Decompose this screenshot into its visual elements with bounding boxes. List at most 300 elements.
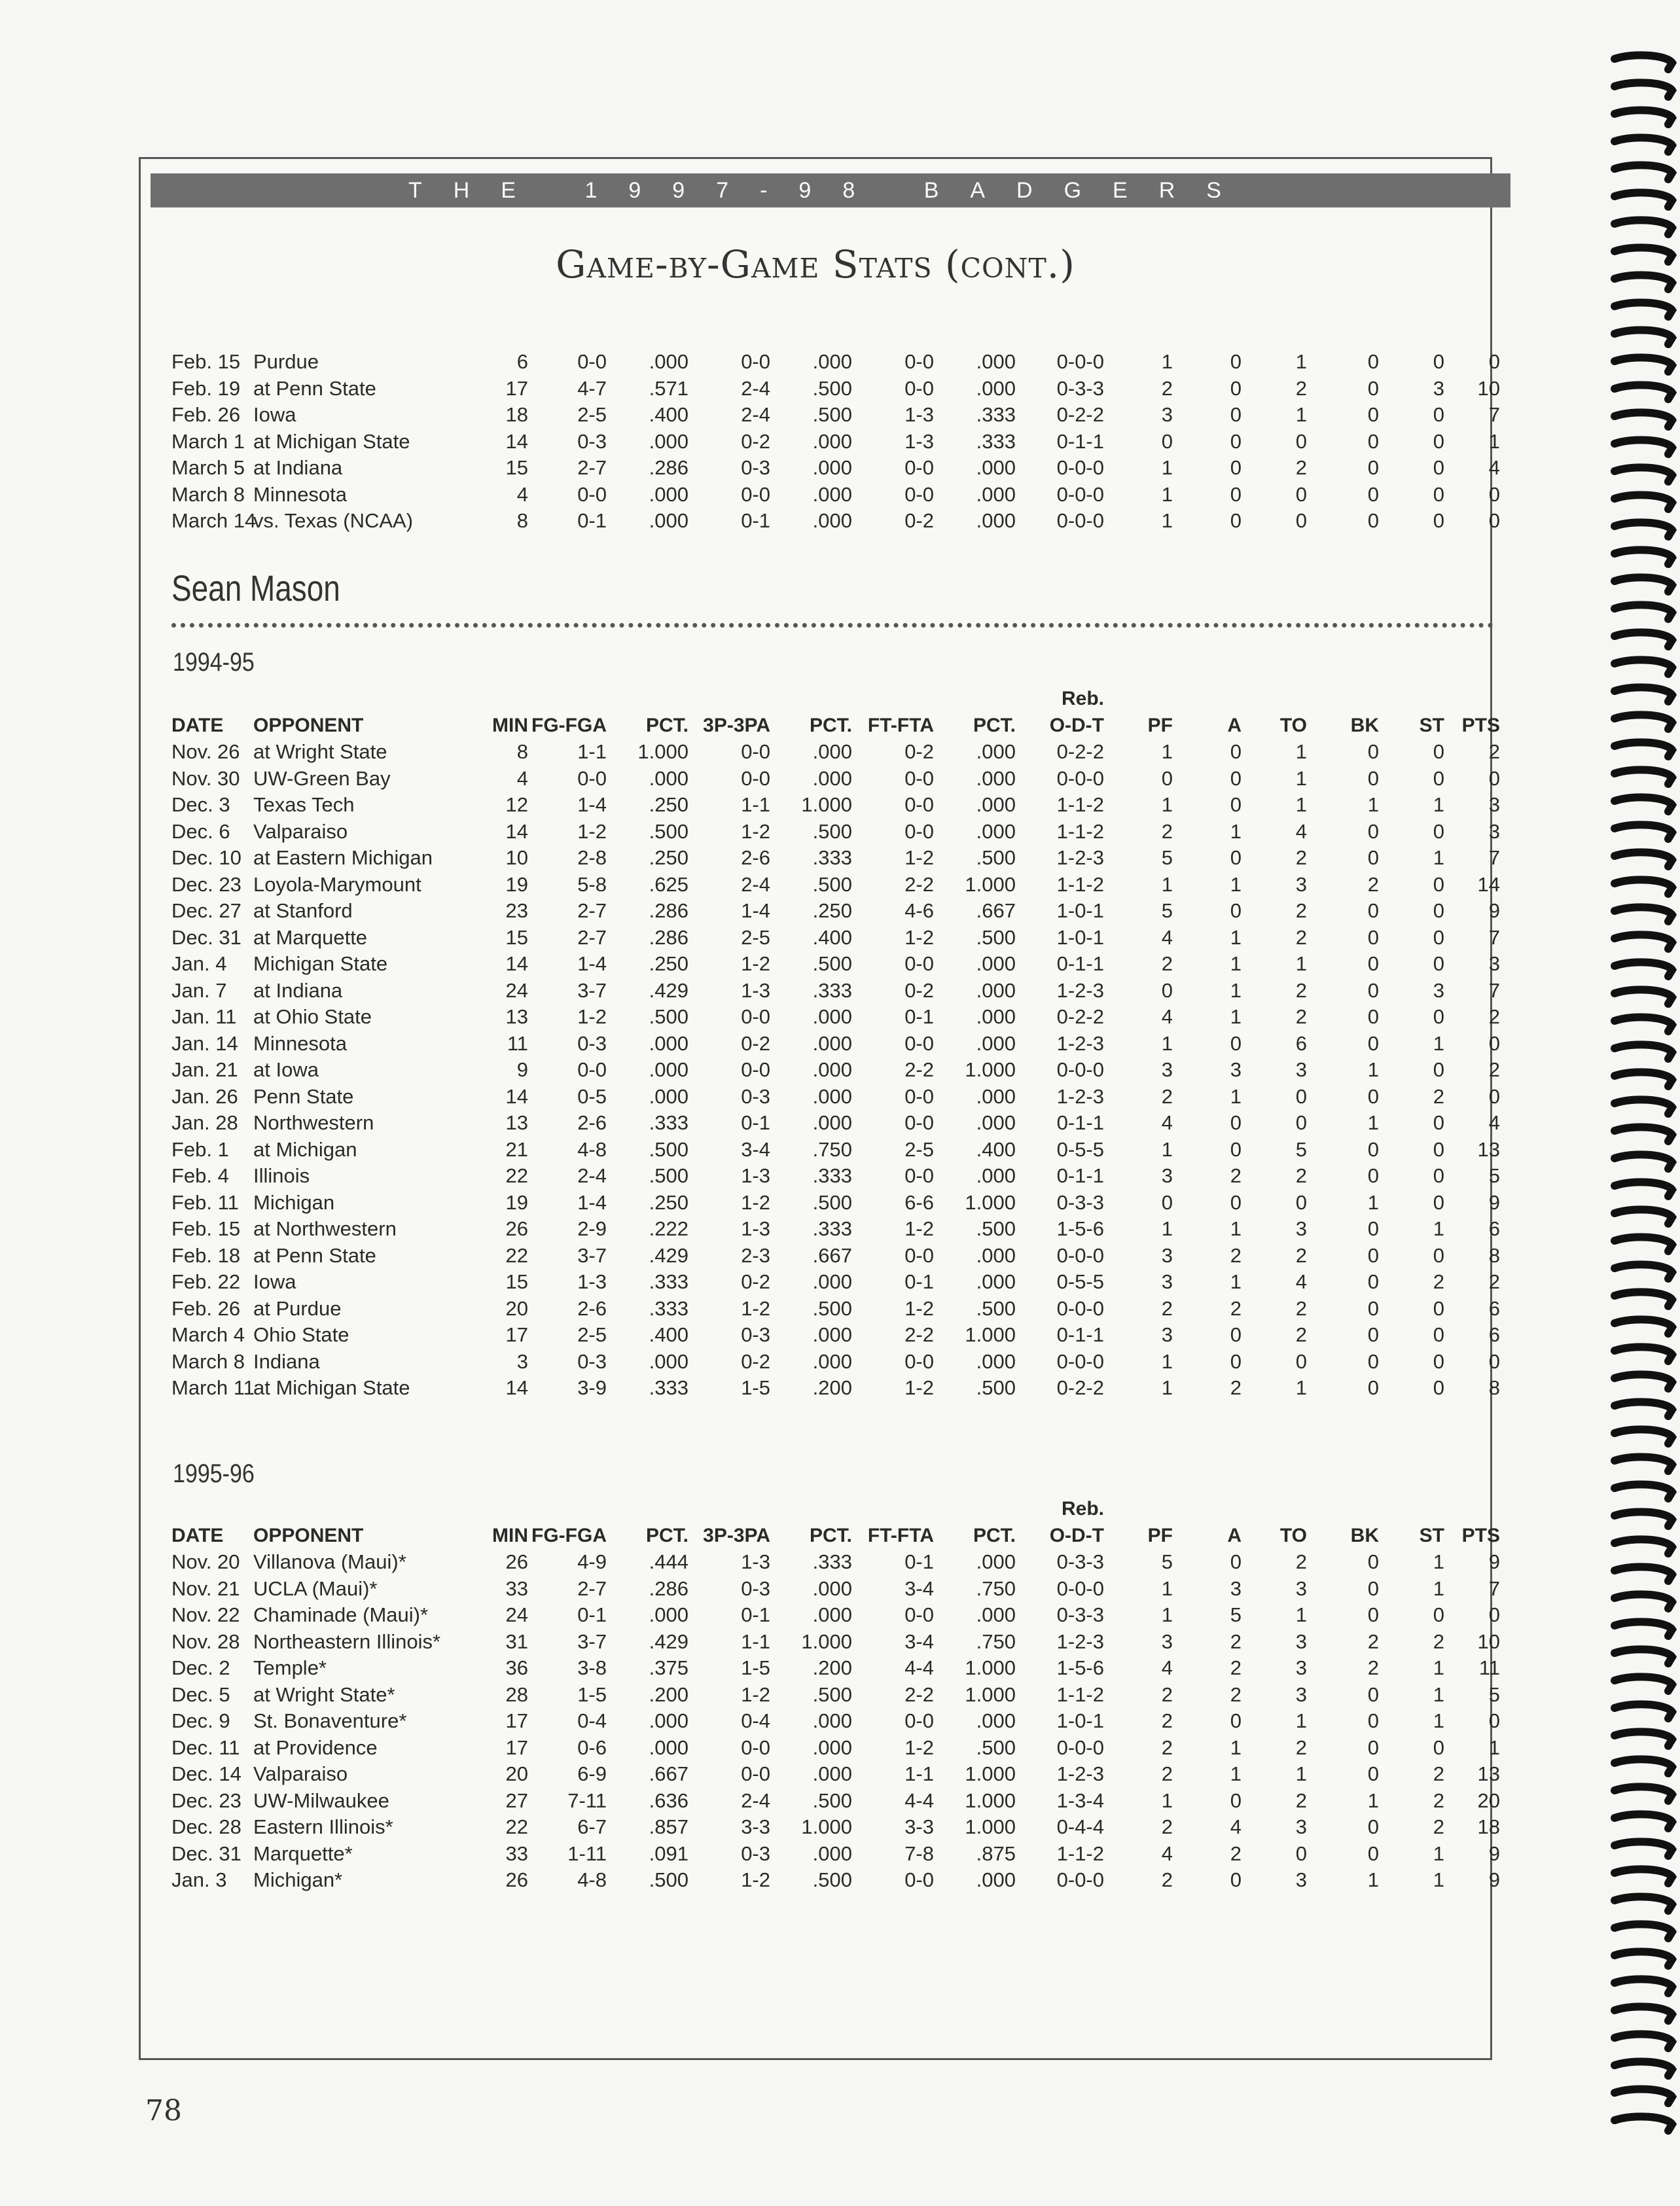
cell-fg-fga: 1-1 <box>577 740 607 763</box>
cell-ft-pct: .000 <box>976 1603 1016 1626</box>
cell-st: 0 <box>1433 1323 1444 1346</box>
spiral-coil <box>1615 632 1672 647</box>
cell-date: March 11 <box>171 1376 255 1399</box>
table-row <box>171 1004 1500 1031</box>
cell-pf: 2 <box>1161 376 1173 400</box>
table-row <box>171 1110 1500 1137</box>
table-row <box>171 1163 1500 1190</box>
cell-min: 14 <box>505 952 528 975</box>
cell-date: Feb. 22 <box>171 1270 241 1293</box>
spiral-coil <box>1615 1292 1672 1306</box>
cell-bk: 2 <box>1367 1656 1379 1679</box>
cell-a: 0 <box>1230 1349 1242 1373</box>
cell-opponent: Michigan* <box>253 1868 343 1891</box>
cell-ft-fta: 4-4 <box>904 1656 934 1679</box>
header-date: DATE <box>171 1524 224 1546</box>
cell-min: 33 <box>505 1841 528 1865</box>
spiral-coil <box>1615 1209 1672 1224</box>
cell-fg-fga: 1-3 <box>577 1270 607 1293</box>
cell-st: 1 <box>1433 1868 1444 1891</box>
cell-min: 21 <box>505 1137 528 1161</box>
cell-fg-pct: .000 <box>649 766 688 790</box>
cell-ft-pct: .400 <box>976 1137 1016 1161</box>
cell-opponent: at Michigan State <box>253 1376 410 1399</box>
cell-pts: 6 <box>1488 1296 1500 1320</box>
cell-ft-pct: .000 <box>976 1111 1016 1134</box>
cell-to: 2 <box>1295 1735 1307 1759</box>
cell-date: Dec. 10 <box>171 846 241 869</box>
cell-reb-odt: 1-2-3 <box>1056 978 1104 1002</box>
cell-fg-pct: .333 <box>649 1376 688 1399</box>
cell-3p-3pa: 0-0 <box>741 1762 770 1785</box>
cell-date: March 4 <box>171 1323 245 1346</box>
cell-to: 1 <box>1295 952 1307 975</box>
cell-ft-fta: 3-3 <box>904 1815 934 1838</box>
cell-fg-pct: 1.000 <box>637 740 688 763</box>
table-row <box>171 402 1500 429</box>
cell-pf: 4 <box>1161 1656 1173 1679</box>
cell-pf: 0 <box>1161 766 1173 790</box>
spiral-coil <box>1615 2034 1672 2048</box>
season-label-1: 1994-95 <box>173 648 255 677</box>
cell-reb-odt: 1-2-3 <box>1056 1762 1104 1785</box>
cell-reb-odt: 0-0-0 <box>1056 1868 1104 1891</box>
cell-3p-pct: .500 <box>812 952 852 975</box>
cell-date: Jan. 7 <box>171 978 227 1002</box>
cell-to: 0 <box>1295 1111 1307 1134</box>
cell-min: 17 <box>505 1323 528 1346</box>
cell-ft-pct: 1.000 <box>965 1058 1016 1081</box>
cell-ft-fta: 7-8 <box>904 1841 934 1865</box>
spiral-coil <box>1615 1732 1672 1746</box>
cell-ft-pct: .000 <box>976 766 1016 790</box>
cell-opponent: Temple* <box>253 1656 327 1679</box>
cell-fg-fga: 0-1 <box>577 1603 607 1626</box>
cell-bk: 0 <box>1367 1031 1379 1055</box>
cell-pts: 9 <box>1488 1190 1500 1214</box>
cell-min: 19 <box>505 872 528 896</box>
cell-st: 0 <box>1433 872 1444 896</box>
spiral-coil <box>1615 165 1672 179</box>
cell-3p-pct: .000 <box>812 1323 852 1346</box>
cell-min: 20 <box>505 1762 528 1785</box>
cell-pf: 3 <box>1161 1323 1173 1346</box>
cell-fg-fga: 3-7 <box>577 978 607 1002</box>
season-1-table <box>171 686 1500 1402</box>
cell-pts: 8 <box>1488 1376 1500 1399</box>
cell-date: Feb. 4 <box>171 1164 229 1187</box>
cell-st: 0 <box>1433 1349 1444 1373</box>
cell-date: Feb. 1 <box>171 1137 229 1161</box>
cell-3p-pct: .000 <box>812 1576 852 1600</box>
header-a: A <box>1227 1524 1242 1546</box>
cell-st: 1 <box>1433 1031 1444 1055</box>
cell-bk: 0 <box>1367 952 1379 975</box>
spiral-coil <box>1615 1704 1672 1718</box>
cell-min: 19 <box>505 1190 528 1214</box>
cell-ft-fta: 2-2 <box>904 1058 934 1081</box>
cell-ft-fta: 0-0 <box>904 1349 934 1373</box>
table-row <box>171 766 1500 792</box>
spiral-coil <box>1615 989 1672 1004</box>
cell-fg-pct: .250 <box>649 793 688 816</box>
cell-ft-pct: .000 <box>976 1868 1016 1891</box>
spiral-coil <box>1615 412 1672 427</box>
cell-pf: 1 <box>1161 872 1173 896</box>
cell-fg-fga: 1-4 <box>577 952 607 975</box>
cell-bk: 0 <box>1367 1296 1379 1320</box>
cell-a: 0 <box>1230 1868 1242 1891</box>
cell-st: 0 <box>1433 1111 1444 1134</box>
cell-min: 17 <box>505 1735 528 1759</box>
cell-bk: 0 <box>1367 1735 1379 1759</box>
cell-fg-fga: 0-0 <box>577 1058 607 1081</box>
cell-st: 0 <box>1433 1243 1444 1267</box>
cell-bk: 0 <box>1367 1137 1379 1161</box>
cell-fg-pct: .636 <box>649 1788 688 1812</box>
cell-opponent: Iowa <box>253 1270 296 1293</box>
cell-fg-fga: 2-7 <box>577 456 607 479</box>
cell-ft-pct: .000 <box>976 482 1016 506</box>
cell-a: 0 <box>1230 1190 1242 1214</box>
cell-3p-pct: .500 <box>812 1868 852 1891</box>
cell-3p-pct: .000 <box>812 1005 852 1028</box>
cell-fg-pct: .200 <box>649 1682 688 1706</box>
cell-date: Jan. 4 <box>171 952 227 975</box>
cell-bk: 0 <box>1367 1709 1379 1732</box>
cell-3p-pct: .000 <box>812 456 852 479</box>
cell-reb-odt: 0-0-0 <box>1056 350 1104 373</box>
cell-a: 1 <box>1230 1005 1242 1028</box>
spiral-coil <box>1615 302 1672 317</box>
cell-3p-pct: .000 <box>812 1709 852 1732</box>
cell-fg-fga: 1-2 <box>577 819 607 843</box>
spiral-coil <box>1615 82 1672 97</box>
cell-fg-pct: .500 <box>649 1164 688 1187</box>
cell-3p-pct: .333 <box>812 1217 852 1240</box>
cell-date: Feb. 18 <box>171 1243 241 1267</box>
cell-fg-fga: 0-4 <box>577 1709 607 1732</box>
cell-min: 17 <box>505 1709 528 1732</box>
cell-reb-odt: 1-0-1 <box>1056 899 1104 922</box>
cell-min: 17 <box>505 376 528 400</box>
cell-bk: 0 <box>1367 899 1379 922</box>
cell-pf: 5 <box>1161 899 1173 922</box>
cell-fg-fga: 2-8 <box>577 846 607 869</box>
header-3p-pct: PCT. <box>809 714 852 736</box>
cell-a: 1 <box>1230 1217 1242 1240</box>
cell-pts: 9 <box>1488 899 1500 922</box>
cell-pts: 0 <box>1488 482 1500 506</box>
header-spacer <box>253 686 479 713</box>
cell-date: March 1 <box>171 429 245 453</box>
cell-bk: 1 <box>1367 1868 1379 1891</box>
cell-ft-fta: 4-4 <box>904 1788 934 1812</box>
cell-a: 2 <box>1230 1629 1242 1653</box>
cell-a: 0 <box>1230 1137 1242 1161</box>
table-row <box>171 898 1500 925</box>
cell-to: 0 <box>1295 509 1307 532</box>
cell-min: 22 <box>505 1815 528 1838</box>
cell-ft-pct: .000 <box>976 952 1016 975</box>
cell-ft-pct: .000 <box>976 1550 1016 1573</box>
cell-bk: 0 <box>1367 1164 1379 1187</box>
spiral-coil <box>1615 1924 1672 1938</box>
header-spacer <box>1307 686 1379 713</box>
cell-min: 23 <box>505 899 528 922</box>
cell-3p-pct: .000 <box>812 1349 852 1373</box>
table-row <box>171 1708 1500 1735</box>
cell-3p-3pa: 0-0 <box>741 766 770 790</box>
cell-to: 1 <box>1295 766 1307 790</box>
cell-ft-fta: 0-0 <box>904 376 934 400</box>
cell-3p-pct: 1.000 <box>801 793 852 816</box>
header-reb: Reb. <box>1061 1498 1104 1520</box>
cell-bk: 0 <box>1367 978 1379 1002</box>
cell-3p-3pa: 1-2 <box>741 1868 770 1891</box>
cell-3p-3pa: 0-3 <box>741 1841 770 1865</box>
cell-st: 0 <box>1433 1735 1444 1759</box>
cell-opponent: at Wright State* <box>253 1682 395 1706</box>
cell-fg-pct: .000 <box>649 1058 688 1081</box>
cell-to: 2 <box>1295 1005 1307 1028</box>
header-3p-3pa: 3P-3PA <box>703 1524 770 1546</box>
cell-3p-pct: .000 <box>812 1603 852 1626</box>
cell-3p-3pa: 0-0 <box>741 1005 770 1028</box>
cell-min: 36 <box>505 1656 528 1679</box>
cell-fg-pct: .400 <box>649 403 688 426</box>
cell-opponent: at Michigan State <box>253 429 410 453</box>
table-row <box>171 1655 1500 1682</box>
cell-opponent: at Penn State <box>253 1243 376 1267</box>
spiral-coil <box>1615 1237 1672 1251</box>
cell-opponent: Texas Tech <box>253 793 355 816</box>
header-reb-odt: O-D-T <box>1049 1524 1104 1546</box>
cell-3p-3pa: 0-0 <box>741 1058 770 1081</box>
cell-3p-pct: 1.000 <box>801 1629 852 1653</box>
cell-ft-fta: 0-1 <box>904 1005 934 1028</box>
cell-fg-pct: .000 <box>649 1084 688 1108</box>
spiral-coil <box>1615 357 1672 372</box>
cell-st: 0 <box>1433 350 1444 373</box>
cell-date: March 5 <box>171 456 245 479</box>
cell-3p-pct: .000 <box>812 1762 852 1785</box>
header-spacer <box>171 1496 253 1523</box>
cell-3p-3pa: 0-0 <box>741 350 770 373</box>
cell-opponent: at Providence <box>253 1735 378 1759</box>
cell-st: 1 <box>1433 1682 1444 1706</box>
spiral-coil <box>1615 1319 1672 1334</box>
header-spacer <box>1379 686 1444 713</box>
cell-reb-odt: 1-1-2 <box>1056 872 1104 896</box>
spiral-coil <box>1615 605 1672 619</box>
cell-to: 0 <box>1295 429 1307 453</box>
season-label-2: 1995-96 <box>173 1459 255 1488</box>
spiral-coil <box>1615 1622 1672 1636</box>
spiral-coil <box>1615 1154 1672 1169</box>
cell-bk: 0 <box>1367 819 1379 843</box>
cell-ft-fta: 0-0 <box>904 952 934 975</box>
cell-pts: 0 <box>1488 509 1500 532</box>
cell-pf: 3 <box>1161 1058 1173 1081</box>
cell-st: 0 <box>1433 509 1444 532</box>
cell-fg-pct: .429 <box>649 1243 688 1267</box>
cell-fg-pct: .000 <box>649 509 688 532</box>
cell-a: 0 <box>1230 899 1242 922</box>
cell-opponent: Purdue <box>253 350 319 373</box>
cell-bk: 0 <box>1367 1762 1379 1785</box>
cell-reb-odt: 0-5-5 <box>1056 1137 1104 1161</box>
cell-to: 2 <box>1295 1550 1307 1573</box>
cell-ft-pct: .500 <box>976 846 1016 869</box>
spiral-coil <box>1615 797 1672 811</box>
spiral-coil <box>1615 1374 1672 1389</box>
cell-pf: 2 <box>1161 1815 1173 1838</box>
cell-bk: 0 <box>1367 1217 1379 1240</box>
cell-pf: 0 <box>1161 978 1173 1002</box>
table-row <box>171 1576 1500 1603</box>
cell-bk: 1 <box>1367 1788 1379 1812</box>
cell-fg-fga: 2-6 <box>577 1296 607 1320</box>
table-row <box>171 1761 1500 1788</box>
spiral-coil <box>1615 742 1672 756</box>
cell-3p-3pa: 1-3 <box>741 1550 770 1573</box>
cell-reb-odt: 1-2-3 <box>1056 1031 1104 1055</box>
cell-date: Dec. 23 <box>171 1788 241 1812</box>
header-spacer <box>852 1496 934 1523</box>
cell-fg-pct: .429 <box>649 1629 688 1653</box>
cell-min: 9 <box>516 1058 528 1081</box>
cell-reb-odt: 0-0-0 <box>1056 766 1104 790</box>
cell-3p-3pa: 0-4 <box>741 1709 770 1732</box>
cell-reb-odt: 1-5-6 <box>1056 1217 1104 1240</box>
cell-reb-odt: 0-1-1 <box>1056 1164 1104 1187</box>
header-3p-3pa: 3P-3PA <box>703 714 770 736</box>
cell-ft-fta: 0-2 <box>904 509 934 532</box>
spiral-coil <box>1615 770 1672 784</box>
cell-ft-fta: 1-1 <box>904 1762 934 1785</box>
cell-bk: 0 <box>1367 740 1379 763</box>
cell-date: March 8 <box>171 1349 245 1373</box>
cell-pf: 1 <box>1161 1349 1173 1373</box>
cell-fg-fga: 0-0 <box>577 766 607 790</box>
cell-bk: 0 <box>1367 1349 1379 1373</box>
header-bk: BK <box>1350 714 1379 736</box>
cell-3p-3pa: 0-0 <box>741 740 770 763</box>
cell-st: 2 <box>1433 1815 1444 1838</box>
cell-3p-3pa: 1-2 <box>741 1190 770 1214</box>
cell-min: 27 <box>505 1788 528 1812</box>
cell-opponent: Chaminade (Maui)* <box>253 1603 429 1626</box>
cell-pts: 3 <box>1488 952 1500 975</box>
header-spacer <box>934 1496 1016 1523</box>
spiral-coil <box>1615 495 1672 509</box>
table-row <box>171 1296 1500 1323</box>
cell-pts: 2 <box>1488 1270 1500 1293</box>
cell-pts: 2 <box>1488 740 1500 763</box>
cell-ft-fta: 0-0 <box>904 482 934 506</box>
cell-fg-pct: .000 <box>649 1735 688 1759</box>
cell-ft-pct: .000 <box>976 456 1016 479</box>
cell-date: Jan. 28 <box>171 1111 238 1134</box>
cell-bk: 0 <box>1367 766 1379 790</box>
cell-3p-3pa: 0-2 <box>741 429 770 453</box>
cell-ft-fta: 1-2 <box>904 846 934 869</box>
cell-a: 1 <box>1230 1735 1242 1759</box>
cell-to: 1 <box>1295 1709 1307 1732</box>
cell-bk: 0 <box>1367 1841 1379 1865</box>
cell-st: 1 <box>1433 793 1444 816</box>
cell-reb-odt: 0-2-2 <box>1056 403 1104 426</box>
cell-reb-odt: 0-3-3 <box>1056 1190 1104 1214</box>
cell-ft-fta: 1-2 <box>904 1376 934 1399</box>
spiral-coil <box>1615 330 1672 344</box>
cell-min: 26 <box>505 1868 528 1891</box>
cell-fg-pct: .091 <box>649 1841 688 1865</box>
spiral-coil <box>1615 1127 1672 1141</box>
cell-bk: 1 <box>1367 793 1379 816</box>
header-st: ST <box>1419 1524 1444 1546</box>
spiral-coil <box>1615 1539 1672 1554</box>
spiral-coil <box>1615 1759 1672 1773</box>
header-spacer <box>852 686 934 713</box>
cell-fg-pct: .500 <box>649 1005 688 1028</box>
cell-3p-pct: .000 <box>812 429 852 453</box>
spiral-coil <box>1615 467 1672 482</box>
cell-opponent: at Stanford <box>253 899 353 922</box>
cell-ft-pct: 1.000 <box>965 872 1016 896</box>
page-number: 78 <box>145 2094 182 2127</box>
cell-to: 0 <box>1295 482 1307 506</box>
cell-min: 6 <box>516 350 528 373</box>
table-row <box>171 1190 1500 1217</box>
cell-fg-fga: 2-7 <box>577 925 607 949</box>
table-row <box>171 1349 1500 1376</box>
cell-opponent: at Ohio State <box>253 1005 372 1028</box>
spiral-binding <box>1595 39 1680 2160</box>
cell-reb-odt: 0-0-0 <box>1056 1058 1104 1081</box>
cell-3p-pct: 1.000 <box>801 1815 852 1838</box>
cell-opponent: at Indiana <box>253 456 343 479</box>
cell-st: 1 <box>1433 1217 1444 1240</box>
header-fg-fga: FG-FGA <box>531 714 607 736</box>
spiral-coil <box>1615 1896 1672 1911</box>
cell-ft-fta: 0-0 <box>904 1111 934 1134</box>
cell-fg-fga: 4-8 <box>577 1868 607 1891</box>
cell-st: 0 <box>1433 429 1444 453</box>
cell-st: 0 <box>1433 766 1444 790</box>
cell-date: Dec. 5 <box>171 1682 230 1706</box>
cell-to: 0 <box>1295 1190 1307 1214</box>
cell-reb-odt: 0-1-1 <box>1056 429 1104 453</box>
cell-fg-pct: .000 <box>649 482 688 506</box>
cell-st: 0 <box>1433 925 1444 949</box>
cell-opponent: Valparaiso <box>253 1762 348 1785</box>
cell-ft-pct: .667 <box>976 899 1016 922</box>
cell-opponent: Eastern Illinois* <box>253 1815 393 1838</box>
cell-ft-fta: 2-2 <box>904 872 934 896</box>
cell-a: 0 <box>1230 403 1242 426</box>
table-row <box>171 1841 1500 1868</box>
cell-a: 4 <box>1230 1815 1242 1838</box>
cell-ft-fta: 0-0 <box>904 1709 934 1732</box>
cell-st: 0 <box>1433 1005 1444 1028</box>
cell-a: 2 <box>1230 1656 1242 1679</box>
cell-a: 3 <box>1230 1576 1242 1600</box>
dotted-divider <box>171 623 1493 628</box>
cell-st: 2 <box>1433 1629 1444 1653</box>
header-spacer <box>1242 1496 1307 1523</box>
